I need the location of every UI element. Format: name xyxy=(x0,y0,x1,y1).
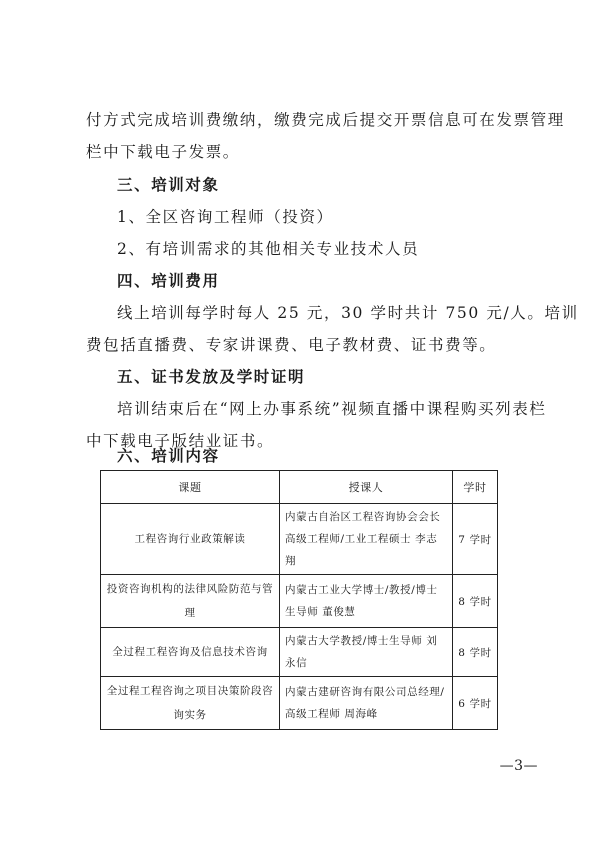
header-topic: 课题 xyxy=(101,471,280,504)
table-row xyxy=(101,504,498,575)
row-lecturer: 内蒙古建研咨询有限公司总经理/高级工程师 周海峰 xyxy=(280,677,453,730)
table-row xyxy=(101,628,498,677)
section-4-line-2: 费包括直播费、专家讲课费、电子教材费、证书费等。 xyxy=(86,336,497,354)
payment-text-line-1: 付方式完成培训费缴纳，缴费完成后提交开票信息可在发票管理 xyxy=(86,111,565,129)
section-6-heading: 六、培训内容 xyxy=(117,446,220,465)
row-topic: 工程咨询行业政策解读 xyxy=(101,504,280,575)
section-3-heading: 三、培训对象 xyxy=(117,175,220,194)
page-number: —3— xyxy=(499,758,538,774)
row-hours: 7 学时 xyxy=(453,504,498,575)
section-4-heading: 四、培训费用 xyxy=(117,271,220,290)
table-row xyxy=(101,575,498,628)
row-hours: 6 学时 xyxy=(453,677,498,730)
section-3-item-1: 1、全区咨询工程师（投资） xyxy=(117,208,334,226)
table-row xyxy=(101,677,498,730)
row-topic: 全过程工程咨询之项目决策阶段咨询实务 xyxy=(101,677,280,730)
section-3-item-2: 2、有培训需求的其他相关专业技术人员 xyxy=(117,240,420,258)
section-5-heading: 五、证书发放及学时证明 xyxy=(117,367,306,386)
table-header-row xyxy=(101,471,498,504)
course-table xyxy=(100,470,498,730)
header-hours: 学时 xyxy=(453,471,498,504)
row-topic: 投资咨询机构的法律风险防范与管理 xyxy=(101,575,280,628)
row-lecturer: 内蒙古工业大学博士/教授/博士生导师 董俊慧 xyxy=(280,575,453,628)
row-lecturer: 内蒙古自治区工程咨询协会会长 高级工程师/工业工程硕士 李志翔 xyxy=(280,504,453,575)
row-lecturer: 内蒙古大学教授/博士生导师 刘永信 xyxy=(280,628,453,677)
row-hours: 8 学时 xyxy=(453,575,498,628)
section-4-line-1: 线上培训每学时每人 25 元，30 学时共计 750 元/人。培训 xyxy=(117,304,579,322)
row-hours: 8 学时 xyxy=(453,628,498,677)
header-lecturer: 授课人 xyxy=(280,471,453,504)
payment-text-line-2: 栏中下载电子发票。 xyxy=(86,143,240,161)
section-5-line-2: 中下载电子版结业证书。 xyxy=(86,432,275,450)
section-5-line-1: 培训结束后在“网上办事系统”视频直播中课程购买列表栏 xyxy=(117,400,547,418)
row-topic: 全过程工程咨询及信息技术咨询 xyxy=(101,628,280,677)
